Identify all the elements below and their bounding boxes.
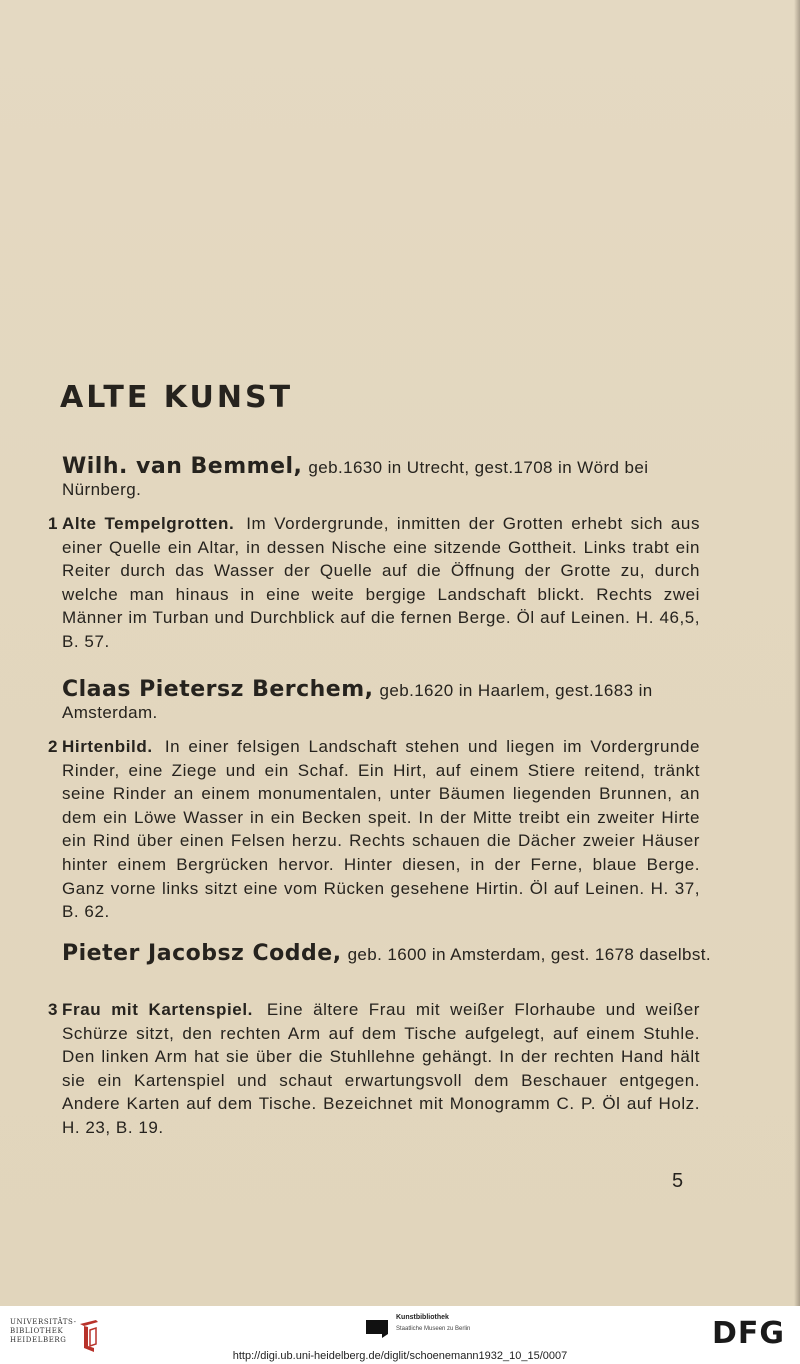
section-heading: ALTE KUNST <box>60 380 294 415</box>
entry-description: In einer felsigen Landschaft stehen und liegen im Vordergrunde Rinder, eine Ziege und ein Schaf. Ein Hirt, auf einem Stiere reitend, tränkt seine Rinder an einem monumentalen, unter Bäumen liegenden Brunnen, an dem ein Löwe Wasser in ein Becken speit. In der Mitte treibt ein zweiter Hirte ein Rind über einen Felsen herzu. Rechts schauen die Dächer zweier Häuser hinter einem Bergrücken hervor. Hinter diesen, in der Ferne, blaue Berge. Ganz vorne links sitzt eine vom Rücken gesehene Hirtin. Öl auf Leinen. H. 37, B. 62. <box>62 737 700 922</box>
entry-description: Eine ältere Frau mit weißer Florhaube und weißer Schürze sitzt, den rechten Arm auf dem Tische aufgelegt, auf einem Stuhle. Den linken Arm hat sie über die Stuhllehne gehängt. In der rechten Hand hält sie ein Kartenspiel und schaut erwartungsvoll dem Beschauer entgegen. Andere Karten auf dem Tische. Bezeichnet mit Monogramm C. P. Öl auf Holz. H. 23, B. 19. <box>62 1000 700 1137</box>
entry-number: 3 <box>47 1000 58 1019</box>
catalog-entry <box>40 512 700 654</box>
artist-header <box>62 456 712 501</box>
library-name: UNIVERSITÄTS- BIBLIOTHEK HEIDELBERG <box>10 1318 77 1344</box>
artist-name: Claas Pietersz Berchem, <box>62 677 374 702</box>
library-emblem-icon <box>76 1318 102 1354</box>
entry-title: Hirtenbild. <box>62 737 153 756</box>
entry-title: Alte Tempelgrotten. <box>62 514 235 533</box>
entry-title: Frau mit Kartenspiel. <box>62 1000 253 1019</box>
catalog-entry <box>40 998 700 1140</box>
entry-number: 1 <box>47 514 58 533</box>
artist-header <box>62 679 712 724</box>
entry-body <box>62 735 700 924</box>
artist-name: Pieter Jacobsz Codde, <box>62 941 342 966</box>
artist-bio: geb.1620 in Haarlem, gest.1683 in Amsterdam. <box>62 681 653 722</box>
entry-body <box>62 998 700 1140</box>
artist-bio: geb. 1600 in Amsterdam, gest. 1678 daselbst. <box>347 945 712 964</box>
digitization-footer <box>0 1306 800 1364</box>
artist-bio: geb.1630 in Utrecht, gest.1708 in Wörd bei Nürnberg. <box>62 458 649 499</box>
kunstbibliothek-subtitle: Staatliche Museen zu Berlin <box>396 1326 471 1332</box>
page-number: 5 <box>672 1170 684 1192</box>
kunstbibliothek-logo[interactable] <box>366 1312 526 1348</box>
catalog-entry <box>40 735 700 924</box>
artist-name: Wilh. van Bemmel, <box>62 454 303 479</box>
source-url[interactable]: http://digi.ub.uni-heidelberg.de/diglit/schoenemann1932_10_15/0007 <box>232 1350 568 1362</box>
entry-number: 2 <box>47 737 58 756</box>
entry-body <box>62 512 700 654</box>
entry-description: Im Vordergrunde, inmitten der Grotten erhebt sich aus einer Quelle ein Altar, in dessen Nische eine sitzende Gottheit. Links trabt ein Reiter durch das Wasser der Quelle auf die Öffnung der Grotte zu, durch welche man hinaus in eine weite bergige Landschaft blickt. Rechts zwei Männer im Turban und Durchblick auf die fernen Berge. Öl auf Leinen. H. 46,5, B. 57. <box>62 514 700 651</box>
kunstbibliothek-icon <box>366 1316 388 1338</box>
artist-header <box>62 943 712 966</box>
kunstbibliothek-name: Kunstbibliothek <box>396 1314 449 1321</box>
dfg-logo[interactable]: DFG <box>712 1316 786 1351</box>
